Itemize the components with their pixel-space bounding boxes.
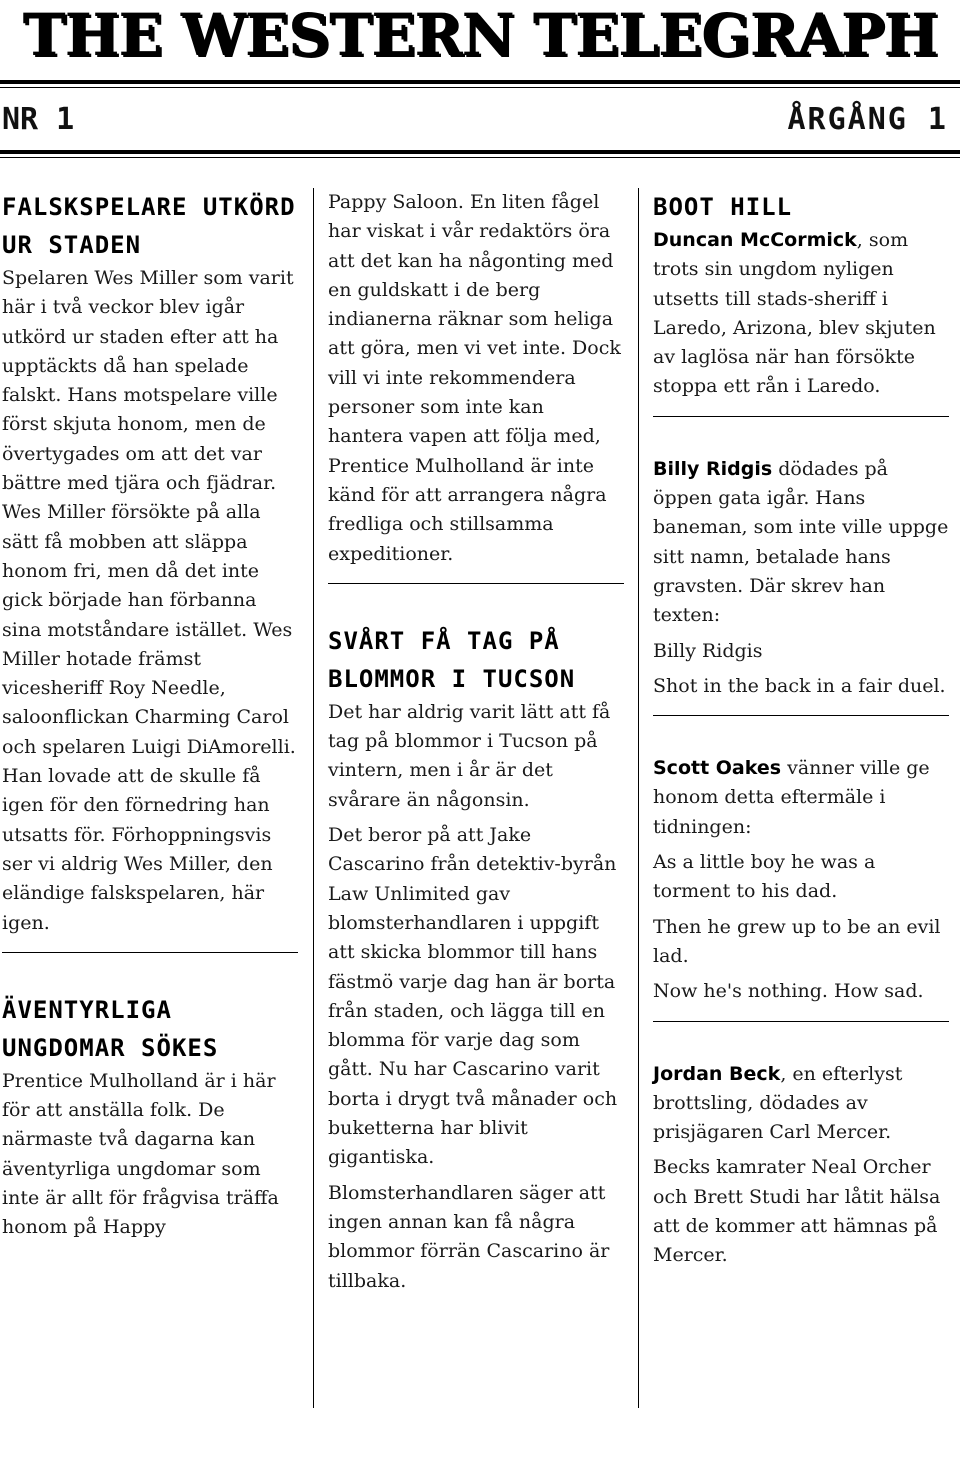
obituary-text: [653, 226, 949, 402]
epitaph-line: Now he's nothing. How sad.: [653, 980, 924, 1003]
obituary-jordan: [653, 1060, 949, 1271]
masthead-title: THE WESTERN TELEGRAPH: [22, 1, 938, 69]
column-divider: [313, 188, 314, 1408]
obituary-body: , som trots sin ungdom nyligen utsetts till stads-sheriff i Laredo, Arizona, blev skjuten av laglösa när han försökte stoppa ett rån i Laredo.: [653, 229, 936, 398]
obituary-text: [653, 1060, 949, 1148]
obituary-separator: [653, 416, 949, 417]
article-paragraph: Blomsterhandlaren säger att ingen annan kan få några blommor förrän Cascarino är tillbaka.: [328, 1181, 610, 1292]
header-rule-thin: [0, 157, 960, 158]
article-aventyrliga-continued: [328, 188, 624, 569]
epitaph-line: Then he grew up to be an evil lad.: [653, 915, 941, 967]
masthead-rule-thin: [0, 87, 960, 88]
article-paragraph: Det har aldrig varit lätt att få tag på blommor i Tucson på vintern, men i år är det svårare än någonsin.: [328, 700, 611, 811]
obituary-text: [653, 455, 949, 631]
article-headline: SVÅRT FÅ TAG PÅ BLOMMOR I TUCSON: [328, 626, 576, 693]
article-blommor: [328, 622, 624, 1296]
article-separator: [328, 583, 624, 584]
article-headline: BOOT HILL: [653, 193, 793, 221]
deceased-name: Billy Ridgis: [653, 457, 773, 480]
column-divider: [638, 188, 639, 1408]
article-headline: FALSKSPELARE UTKÖRD UR STADEN: [2, 193, 296, 259]
article-paragraph: Det beror på att Jake Cascarino från detektiv-byrån Law Unlimited gav blomsterhandlaren i uppgift att skicka blommor till hans fästmö varje dag han är borta från staden, och lägga till en blomma för varje dag som gått. Nu har Cascarino varit borta i drygt två månader och buketterna har blivit gigantiska.: [328, 824, 618, 1169]
article-separator: [2, 952, 298, 953]
article-aventyrliga: [2, 991, 298, 1243]
column-3: [653, 188, 949, 1277]
obituary-body: , en efterlyst brottsling, dödades av prisjägaren Carl Mercer.: [653, 1062, 903, 1144]
issue-number: NR 1: [2, 102, 75, 137]
obituary-body: dödades på öppen gata igår. Hans baneman, som inte ville uppge sitt namn, betalade hans gravsten. Där skrev han texten:: [653, 457, 949, 627]
epitaph-line: Shot in the back in a fair duel.: [653, 674, 946, 697]
column-1: [2, 188, 298, 1249]
article-headline: ÄVENTYRLIGA UNGDOMAR SÖKES: [2, 995, 219, 1062]
masthead-rule-thick: [0, 80, 960, 84]
obituary-billy: [653, 455, 949, 701]
deceased-name: Duncan McCormick: [653, 229, 857, 251]
deceased-name: Jordan Beck: [653, 1062, 781, 1085]
column-2: [328, 188, 624, 1302]
obituary-body: vänner ville ge honom detta eftermäle i tidningen:: [653, 757, 930, 838]
epitaph-line: As a little boy he was a torment to his dad.: [653, 851, 876, 903]
obituary-text: [653, 754, 949, 842]
header-rule-thick: [0, 150, 960, 154]
article-body: Prentice Mulholland är i här för att anställa folk. De närmaste två dagarna kan äventyrliga ungdomar som inte är allt för frågvisa träffa honom på Happy: [2, 1069, 279, 1239]
obituary-followup: Becks kamrater Neal Orcher och Brett Studi har låtit hälsa att de kommer att hämnas på Mercer.: [653, 1156, 941, 1267]
obituary-separator: [653, 715, 949, 716]
epitaph-line: Billy Ridgis: [653, 639, 763, 662]
deceased-name: Scott Oakes: [653, 757, 782, 780]
obituary-separator: [653, 1021, 949, 1022]
article-falskspelare: [2, 188, 298, 938]
obituary-scott: [653, 754, 949, 1006]
article-body: Spelaren Wes Miller som varit här i två veckor blev igår utkörd ur staden efter att ha upptäckts då han spelade falskt. Hans motspelare ville först skjuta honom, men de övertygades om att det var bättre med tjära och fjädrar. Wes Miller försökte på alla sätt få mobben att släppa honom fri, men då det inte gick började han förbanna sina motståndare istället. Wes Miller hotade främst vicesheriff Roy Needle, saloonflickan Charming Carol och spelaren Luigi DiAmorelli. Han lovade att de skulle få igen för den förnedring han utsatts för. Förhoppningsvis ser vi aldrig Wes Miller, den eländige falskspelaren, här igen.: [2, 267, 296, 934]
issue-volume: ÅRGÅNG 1: [787, 102, 948, 137]
obituary-duncan: [653, 226, 949, 402]
article-body-continued: Pappy Saloon. En liten fågel har viskat i vår redaktörs öra att det kan ha någonting med en guldskatt i de berg indianerna räknar som heliga att göra, men vi vet inte. Dock vill vi inte rekommendera personer som inte kan hantera vapen att följa med, Prentice Mulholland är inte känd för att arrangera några fredliga och stillsamma expeditioner.: [328, 191, 621, 565]
